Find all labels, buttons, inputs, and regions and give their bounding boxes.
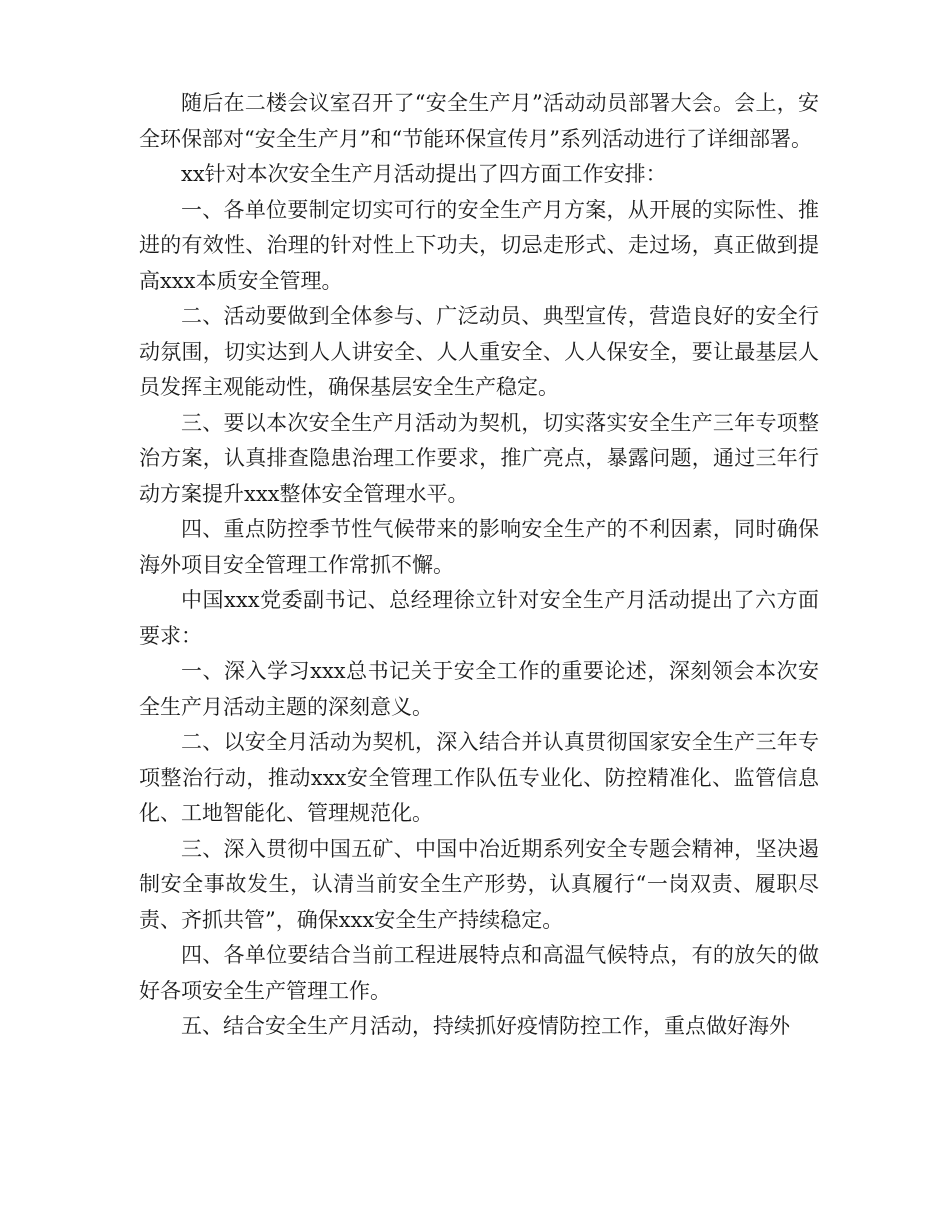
paragraph: 随后在二楼会议室召开了“安全生产月”活动动员部署大会。会上，安全环保部对“安全生产月”和“节能环保宣传月”系列活动进行了详细部署。 [139, 91, 819, 151]
paragraph: 中国xxx党委副书记、总经理徐立针对安全生产月活动提出了六方面要求： [139, 588, 819, 648]
paragraph: 二、以安全月活动为契机，深入结合并认真贯彻国家安全生产三年专项整治行动，推动xxx安全管理工作队伍专业化、防控精准化、监管信息化、工地智能化、管理规范化。 [139, 730, 819, 825]
paragraph: 二、活动要做到全体参与、广泛动员、典型宣传，营造良好的安全行动氛围，切实达到人人讲安全、人人重安全、人人保安全，要让最基层人员发挥主观能动性，确保基层安全生产稳定。 [139, 304, 819, 399]
paragraph: xx针对本次安全生产月活动提出了四方面工作安排： [181, 162, 667, 186]
paragraph: 四、各单位要结合当前工程进展特点和高温气候特点，有的放矢的做好各项安全生产管理工作。 [139, 943, 819, 1003]
document-body [139, 86, 819, 1045]
paragraph: 一、各单位要制定切实可行的安全生产月方案，从开展的实际性、推进的有效性、治理的针对性上下功夫，切忌走形式、走过场，真正做到提高xxx本质安全管理。 [139, 197, 819, 293]
paragraph: 四、重点防控季节性气候带来的影响安全生产的不利因素，同时确保海外项目安全管理工作常抓不懈。 [139, 517, 819, 577]
paragraph: 三、深入贯彻中国五矿、中国中冶近期系列安全专题会精神，坚决遏制安全事故发生，认清当前安全生产形势，认真履行“一岗双责、履职尽责、齐抓共管”，确保xxx安全生产持续稳定。 [139, 836, 819, 932]
paragraph: 五、结合安全生产月活动，持续抓好疫情防控工作，重点做好海外 [181, 1014, 790, 1038]
paragraph: 三、要以本次安全生产月活动为契机，切实落实安全生产三年专项整治方案，认真排查隐患治理工作要求，推广亮点，暴露问题，通过三年行动方案提升xxx整体安全管理水平。 [139, 410, 819, 506]
paragraph: 一、深入学习xxx总书记关于安全工作的重要论述，深刻领会本次安全生产月活动主题的深刻意义。 [139, 659, 819, 719]
